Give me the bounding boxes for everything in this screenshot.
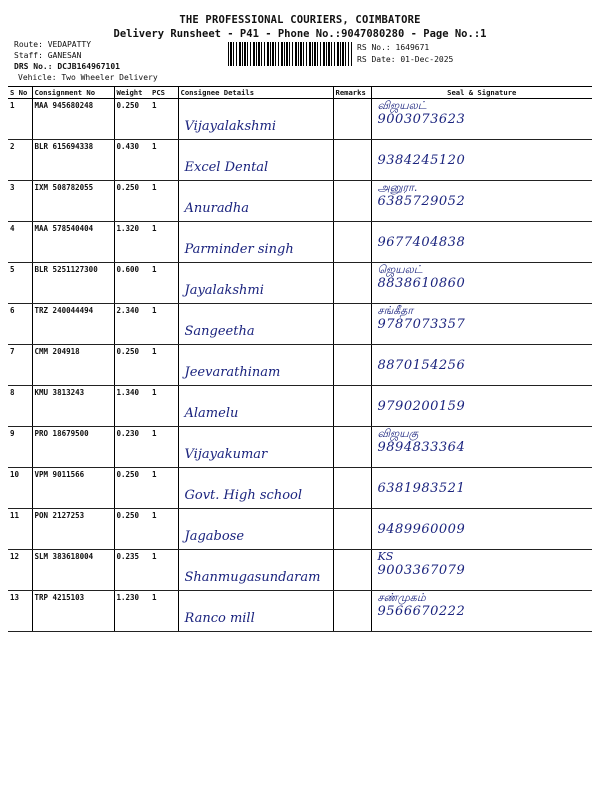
row-weight: 0.235 xyxy=(114,550,150,591)
row-remarks xyxy=(333,345,371,386)
row-signature xyxy=(371,222,592,263)
row-signature xyxy=(371,263,592,304)
row-consignee xyxy=(178,263,333,304)
row-consignment: IXM 508782055 xyxy=(32,181,114,222)
row-weight: 0.230 xyxy=(114,427,150,468)
row-sno: 6 xyxy=(8,304,32,345)
row-pcs: 1 xyxy=(150,222,178,263)
row-consignee xyxy=(178,345,333,386)
receiver-phone: 9003367079 xyxy=(377,563,466,578)
row-signature xyxy=(371,427,592,468)
row-sno: 7 xyxy=(8,345,32,386)
table-header-row xyxy=(8,87,592,99)
signature-scribble: சங்கீதா xyxy=(377,304,414,317)
row-consignment: SLM 383618004 xyxy=(32,550,114,591)
row-signature xyxy=(371,509,592,550)
table-row xyxy=(8,263,592,304)
row-signature xyxy=(371,181,592,222)
receiver-phone: 9677404838 xyxy=(377,235,466,250)
table-row xyxy=(8,140,592,181)
row-remarks xyxy=(333,304,371,345)
consignee-name: Parminder singh xyxy=(184,242,294,257)
receiver-phone: 9787073357 xyxy=(377,317,466,332)
row-pcs: 1 xyxy=(150,345,178,386)
runsheet-table xyxy=(8,86,592,632)
col-remarks: Remarks xyxy=(333,87,371,99)
row-consignment: BLR 5251127300 xyxy=(32,263,114,304)
row-pcs: 1 xyxy=(150,140,178,181)
row-sno: 13 xyxy=(8,591,32,632)
row-pcs: 1 xyxy=(150,468,178,509)
signature-scribble: சண்முகம் xyxy=(377,591,426,604)
row-weight: 0.250 xyxy=(114,468,150,509)
table-row xyxy=(8,222,592,263)
row-consignment: PRO 18679500 xyxy=(32,427,114,468)
receiver-phone: 9489960009 xyxy=(377,522,466,537)
consignee-name: Excel Dental xyxy=(184,160,269,175)
row-consignee xyxy=(178,304,333,345)
signature-scribble: விஜயலட் xyxy=(377,99,427,112)
row-weight: 0.600 xyxy=(114,263,150,304)
row-remarks xyxy=(333,222,371,263)
row-signature xyxy=(371,345,592,386)
col-pcs: PCS xyxy=(150,87,178,99)
row-remarks xyxy=(333,263,371,304)
row-consignee xyxy=(178,550,333,591)
row-consignment: PON 2127253 xyxy=(32,509,114,550)
runsheet-subtitle: Delivery Runsheet - P41 - Phone No.:9047080280 - Page No.:1 xyxy=(113,28,487,40)
row-signature xyxy=(371,140,592,181)
consignee-name: Shanmugasundaram xyxy=(184,570,321,585)
row-sno: 1 xyxy=(8,99,32,140)
row-signature xyxy=(371,99,592,140)
row-weight: 0.250 xyxy=(114,181,150,222)
receiver-phone: 8870154256 xyxy=(377,358,466,373)
row-pcs: 1 xyxy=(150,509,178,550)
row-sno: 5 xyxy=(8,263,32,304)
row-consignee xyxy=(178,509,333,550)
row-consignment: BLR 615694338 xyxy=(32,140,114,181)
row-consignment: MAA 945680248 xyxy=(32,99,114,140)
row-weight: 1.320 xyxy=(114,222,150,263)
col-consignee: Consignee Details xyxy=(178,87,333,99)
row-signature xyxy=(371,591,592,632)
col-sno: S No xyxy=(8,87,32,99)
row-consignee xyxy=(178,427,333,468)
row-sno: 4 xyxy=(8,222,32,263)
row-pcs: 1 xyxy=(150,181,178,222)
consignee-name: Govt. High school xyxy=(184,488,303,503)
table-row xyxy=(8,509,592,550)
rs-date: RS Date: 01-Dec-2025 xyxy=(357,55,454,64)
vehicle-label: Vehicle: Two Wheeler Delivery xyxy=(18,73,158,82)
row-sno: 8 xyxy=(8,386,32,427)
table-row xyxy=(8,304,592,345)
consignee-name: Jeevarathinam xyxy=(184,365,281,380)
table-row xyxy=(8,345,592,386)
row-pcs: 1 xyxy=(150,591,178,632)
row-pcs: 1 xyxy=(150,550,178,591)
row-consignee xyxy=(178,181,333,222)
row-weight: 1.340 xyxy=(114,386,150,427)
table-row xyxy=(8,386,592,427)
row-sno: 9 xyxy=(8,427,32,468)
table-row xyxy=(8,181,592,222)
staff-label: Staff: GANESAN xyxy=(14,51,82,60)
row-consignee xyxy=(178,99,333,140)
row-consignee xyxy=(178,386,333,427)
row-sno: 12 xyxy=(8,550,32,591)
receiver-phone: 6385729052 xyxy=(377,194,466,209)
receiver-phone: 9566670222 xyxy=(377,604,466,619)
row-weight: 1.230 xyxy=(114,591,150,632)
drs-number: DRS No.: DCJB164967101 xyxy=(14,62,120,71)
row-signature xyxy=(371,304,592,345)
table-row xyxy=(8,427,592,468)
receiver-phone: 9003073623 xyxy=(377,112,466,127)
col-signature: Seal & Signature xyxy=(371,87,592,99)
company-title: THE PROFESSIONAL COURIERS, COIMBATORE xyxy=(179,14,421,26)
row-signature xyxy=(371,468,592,509)
row-consignee xyxy=(178,140,333,181)
row-remarks xyxy=(333,386,371,427)
receiver-phone: 6381983521 xyxy=(377,481,466,496)
row-weight: 2.340 xyxy=(114,304,150,345)
row-sno: 2 xyxy=(8,140,32,181)
row-remarks xyxy=(333,99,371,140)
row-sno: 10 xyxy=(8,468,32,509)
receiver-phone: 8838610860 xyxy=(377,276,466,291)
row-remarks xyxy=(333,591,371,632)
row-signature xyxy=(371,386,592,427)
row-remarks xyxy=(333,181,371,222)
receiver-phone: 9894833364 xyxy=(377,440,466,455)
route-label: Route: VEDAPATTY xyxy=(14,40,92,49)
row-signature xyxy=(371,550,592,591)
rs-number: RS No.: 1649671 xyxy=(357,43,430,52)
table-row xyxy=(8,591,592,632)
row-pcs: 1 xyxy=(150,99,178,140)
consignee-name: Jagabose xyxy=(184,529,245,544)
row-remarks xyxy=(333,550,371,591)
signature-scribble: KS xyxy=(377,550,394,563)
row-remarks xyxy=(333,140,371,181)
row-consignee xyxy=(178,222,333,263)
row-consignment: TRP 4215103 xyxy=(32,591,114,632)
col-consignment: Consignment No xyxy=(32,87,114,99)
row-sno: 11 xyxy=(8,509,32,550)
row-weight: 0.250 xyxy=(114,99,150,140)
consignee-name: Alamelu xyxy=(184,406,239,421)
row-remarks xyxy=(333,509,371,550)
consignee-name: Anuradha xyxy=(184,201,250,216)
row-remarks xyxy=(333,427,371,468)
table-row xyxy=(8,550,592,591)
col-weight: Weight xyxy=(114,87,150,99)
row-consignment: CMM 204918 xyxy=(32,345,114,386)
receiver-phone: 9384245120 xyxy=(377,153,466,168)
consignee-name: Ranco mill xyxy=(184,611,255,626)
row-weight: 0.250 xyxy=(114,509,150,550)
row-remarks xyxy=(333,468,371,509)
row-weight: 0.430 xyxy=(114,140,150,181)
consignee-name: Sangeetha xyxy=(184,324,255,339)
table-row xyxy=(8,468,592,509)
consignee-name: Vijayakumar xyxy=(184,447,268,462)
consignee-name: Vijayalakshmi xyxy=(184,119,277,134)
consignee-name: Jayalakshmi xyxy=(184,283,264,298)
row-pcs: 1 xyxy=(150,263,178,304)
barcode xyxy=(228,42,352,66)
row-sno: 3 xyxy=(8,181,32,222)
row-weight: 0.250 xyxy=(114,345,150,386)
row-consignment: TRZ 240044494 xyxy=(32,304,114,345)
signature-scribble: ஜெயலட் xyxy=(377,263,423,276)
row-consignment: KMU 3813243 xyxy=(32,386,114,427)
row-consignee xyxy=(178,591,333,632)
row-pcs: 1 xyxy=(150,427,178,468)
table-row xyxy=(8,99,592,140)
signature-scribble: விஜயகு xyxy=(377,427,419,440)
receiver-phone: 9790200159 xyxy=(377,399,466,414)
row-consignment: MAA 578540404 xyxy=(32,222,114,263)
row-pcs: 1 xyxy=(150,386,178,427)
signature-scribble: அனுரா. xyxy=(377,181,418,194)
row-consignee xyxy=(178,468,333,509)
row-pcs: 1 xyxy=(150,304,178,345)
row-consignment: VPM 9011566 xyxy=(32,468,114,509)
